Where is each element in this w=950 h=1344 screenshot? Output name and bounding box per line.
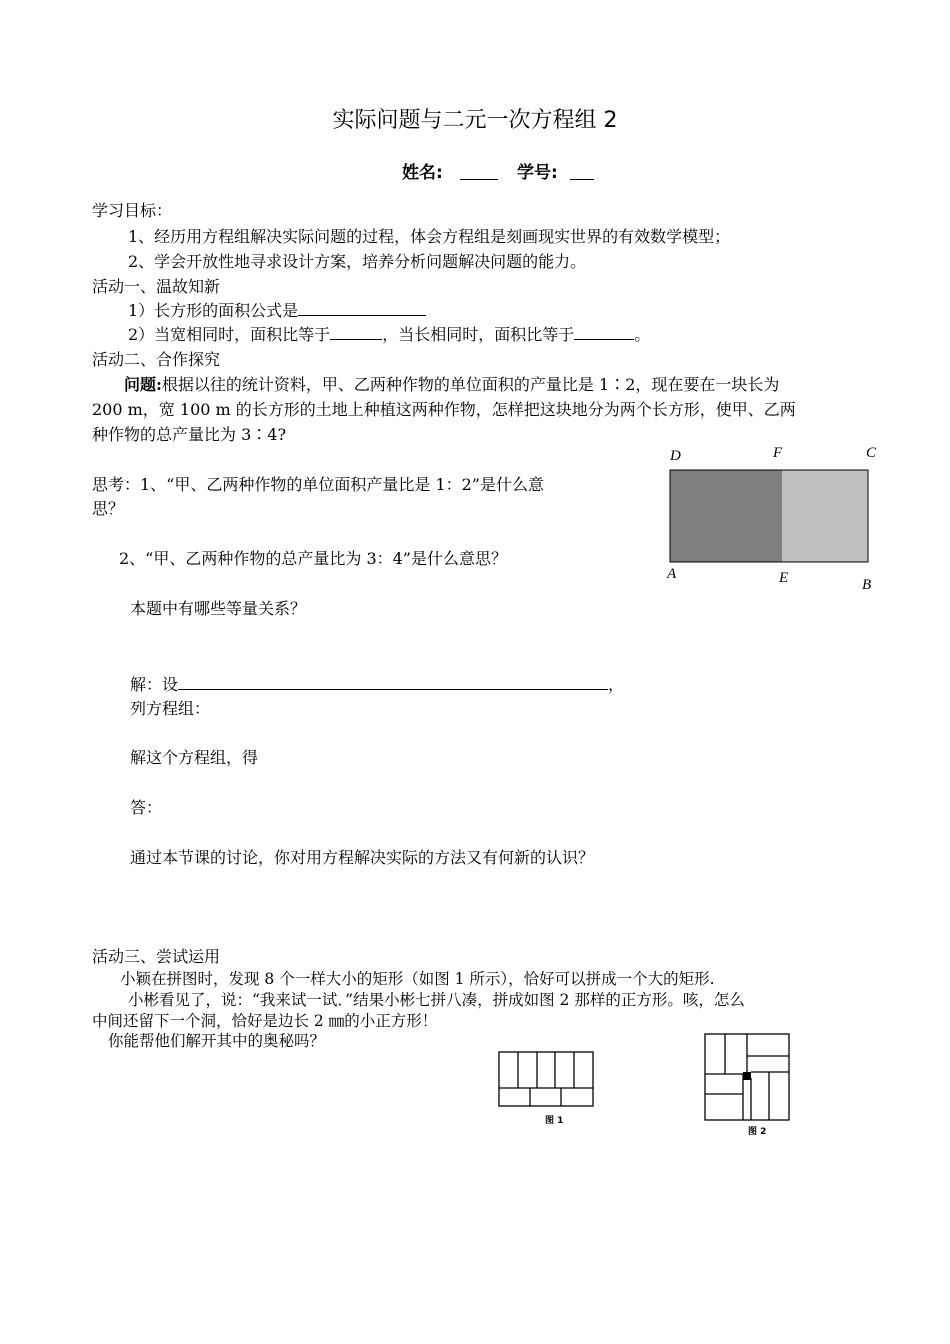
problem-line-3: 种作物的总产量比为 3∶4? [92,425,287,444]
label-f: F [773,445,783,461]
activity3-line-3: 中间还留下一个洞，恰好是边长 2 ㎜的小正方形！ [92,1012,438,1030]
goal-item-2: 2、学会开放性地寻求设计方案，培养分析问题解决问题的能力。 [128,252,587,271]
activity3-line-1: 小颖在拼图时，发现 8 个一样大小的矩形（如图 1 所示），恰好可以拼成一个大的矩形. [120,970,715,988]
crop-a-region [670,470,782,562]
label-a: A [667,566,677,582]
reflection-question: 通过本节课的讨论，你对用方程解决实际的方法又有何新的认识？ [130,848,595,867]
label-d: D [670,448,681,464]
think2: 2、“甲、乙两种作物的总产量比为 3：4”是什么意思？ [119,549,507,568]
activity1-q1 [128,300,426,322]
same-width-ratio-blank[interactable] [330,325,382,340]
activity1-q2-text-c: 。 [634,325,651,344]
label-c: C [866,445,877,461]
puzzle-figure-1 [497,1050,597,1110]
goal-item-1: 1、经历用方程组解决实际问题的过程，体会方程组是刻画现实世界的有效数学模型； [128,227,731,246]
student-id-label: 学号: [517,163,558,183]
field-division-figure [660,440,890,610]
solve-let-comma: ， [608,675,625,694]
label-e: E [779,570,789,586]
solve-system-label: 解这个方程组，得 [130,748,259,767]
solve-let-text: 解：设 [130,675,179,694]
activity2-heading: 活动二、合作探究 [92,350,221,369]
equal-relations-question: 本题中有哪些等量关系？ [130,599,307,618]
puzzle-figure-2 [703,1032,791,1122]
activity1-heading: 活动一、温故知新 [92,277,221,296]
crop-b-region [782,470,868,562]
problem-label: 问题: [124,375,162,394]
variable-definition-blank[interactable] [178,675,608,690]
name-blank[interactable] [460,164,498,186]
activity3-line-4: 你能帮他们解开其中的奥秘吗？ [108,1032,326,1050]
think1-line-1: 思考：1、“甲、乙两种作物的单位面积产量比是 1：2”是什么意 [92,475,544,494]
problem-line-1 [124,374,779,396]
goals-heading: 学习目标： [92,201,173,220]
student-id-blank[interactable] [570,164,594,186]
list-equations-label: 列方程组： [130,699,211,718]
solve-let-line [130,674,624,696]
answer-label: 答： [130,798,163,817]
problem-line-2: 200 m，宽 100 m 的长方形的土地上种植这两种作物，怎样把这块地分为两个长方形，使甲、乙两 [92,400,796,419]
figure-2-caption: 图 2 [748,1127,767,1137]
page-title: 实际问题与二元一次方程组 2 [332,108,618,133]
activity3-heading: 活动三、尝试运用 [92,947,221,966]
center-hole [743,1072,751,1080]
same-length-ratio-blank[interactable] [574,325,634,340]
activity1-q1-text: 1）长方形的面积公式是 [128,301,299,320]
problem-text-1: 根据以往的统计资料，甲、乙两种作物的单位面积的产量比是 1∶2，现在要在一块长为 [161,375,780,394]
label-b: B [862,577,872,593]
activity1-q2 [128,324,650,346]
name-label: 姓名: [402,163,443,183]
activity3-line-2: 小彬看见了，说：“我来试一试．”结果小彬七拼八凑，拼成如图 2 那样的正方形。咳，怎么 [128,991,745,1009]
think1-line-2: 思？ [92,499,125,518]
activity1-q2-text-b: ，当长相同时，面积比等于 [382,325,575,344]
figure-1-caption: 图 1 [545,1116,564,1126]
activity1-q2-text-a: 2）当宽相同时，面积比等于 [128,325,331,344]
area-formula-blank[interactable] [298,301,426,316]
